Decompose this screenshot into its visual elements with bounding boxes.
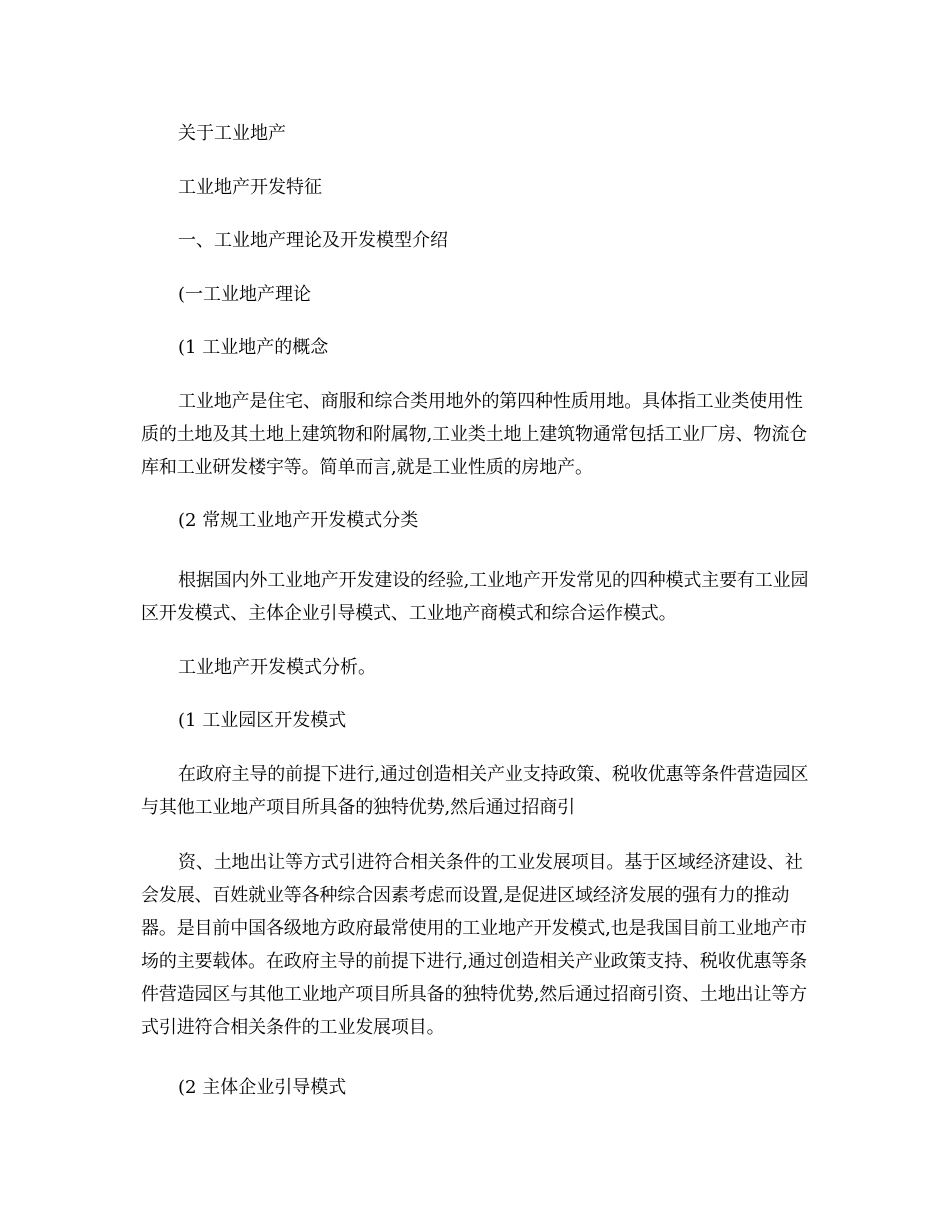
section-heading: 一、工业地产理论及开发模型介绍 [178,230,448,251]
subsection-heading: (1 工业园区开发模式 [178,710,347,731]
body-paragraph: 根据国内外工业地产开发建设的经验,工业地产开发常见的四种模式主要有工业园区开发模式、主体企业引导模式、工业地产商模式和综合运作模式。 [141,570,809,624]
body-paragraph: 在政府主导的前提下进行,通过创造相关产业支持政策、税收优惠等条件营造园区与其他工业地产项目所具备的独特优势,然后通过招商引 [141,764,809,818]
subsection-heading: (1 工业地产的概念 [178,337,329,358]
subsection-heading: (2 常规工业地产开发模式分类 [178,510,419,531]
section-heading: 工业地产开发特征 [178,177,322,198]
body-paragraph: 工业地产开发模式分析。 [178,657,376,678]
body-paragraph: 工业地产是住宅、商服和综合类用地外的第四种性质用地。具体指工业类使用性质的土地及其土地上建筑物和附属物,工业类土地上建筑物通常包括工业厂房、物流仓库和工业研发楼宇等。简单而言,就是工业性质的房地产。 [141,391,808,478]
subsection-heading: (一工业地产理论 [178,284,312,305]
subsection-heading: (2 主体企业引导模式 [178,1077,347,1098]
doc-title: 关于工业地产 [178,123,286,144]
body-paragraph: 资、土地出让等方式引进符合相关条件的工业发展项目。基于区域经济建设、社会发展、百姓就业等各种综合因素考虑而设置,是促进区域经济发展的强有力的推动器。是目前中国各级地方政府最常使用的工业地产开发模式,也是我国目前工业地产市场的主要载体。在政府主导的前提下进行,通过创造相关产业政策支持、税收优惠等条件营造园区与其他工业地产项目所具备的独特优势,然后通过招商引资、土地出让等方式引进符合相关条件的工业发展项目。 [141,852,808,1038]
